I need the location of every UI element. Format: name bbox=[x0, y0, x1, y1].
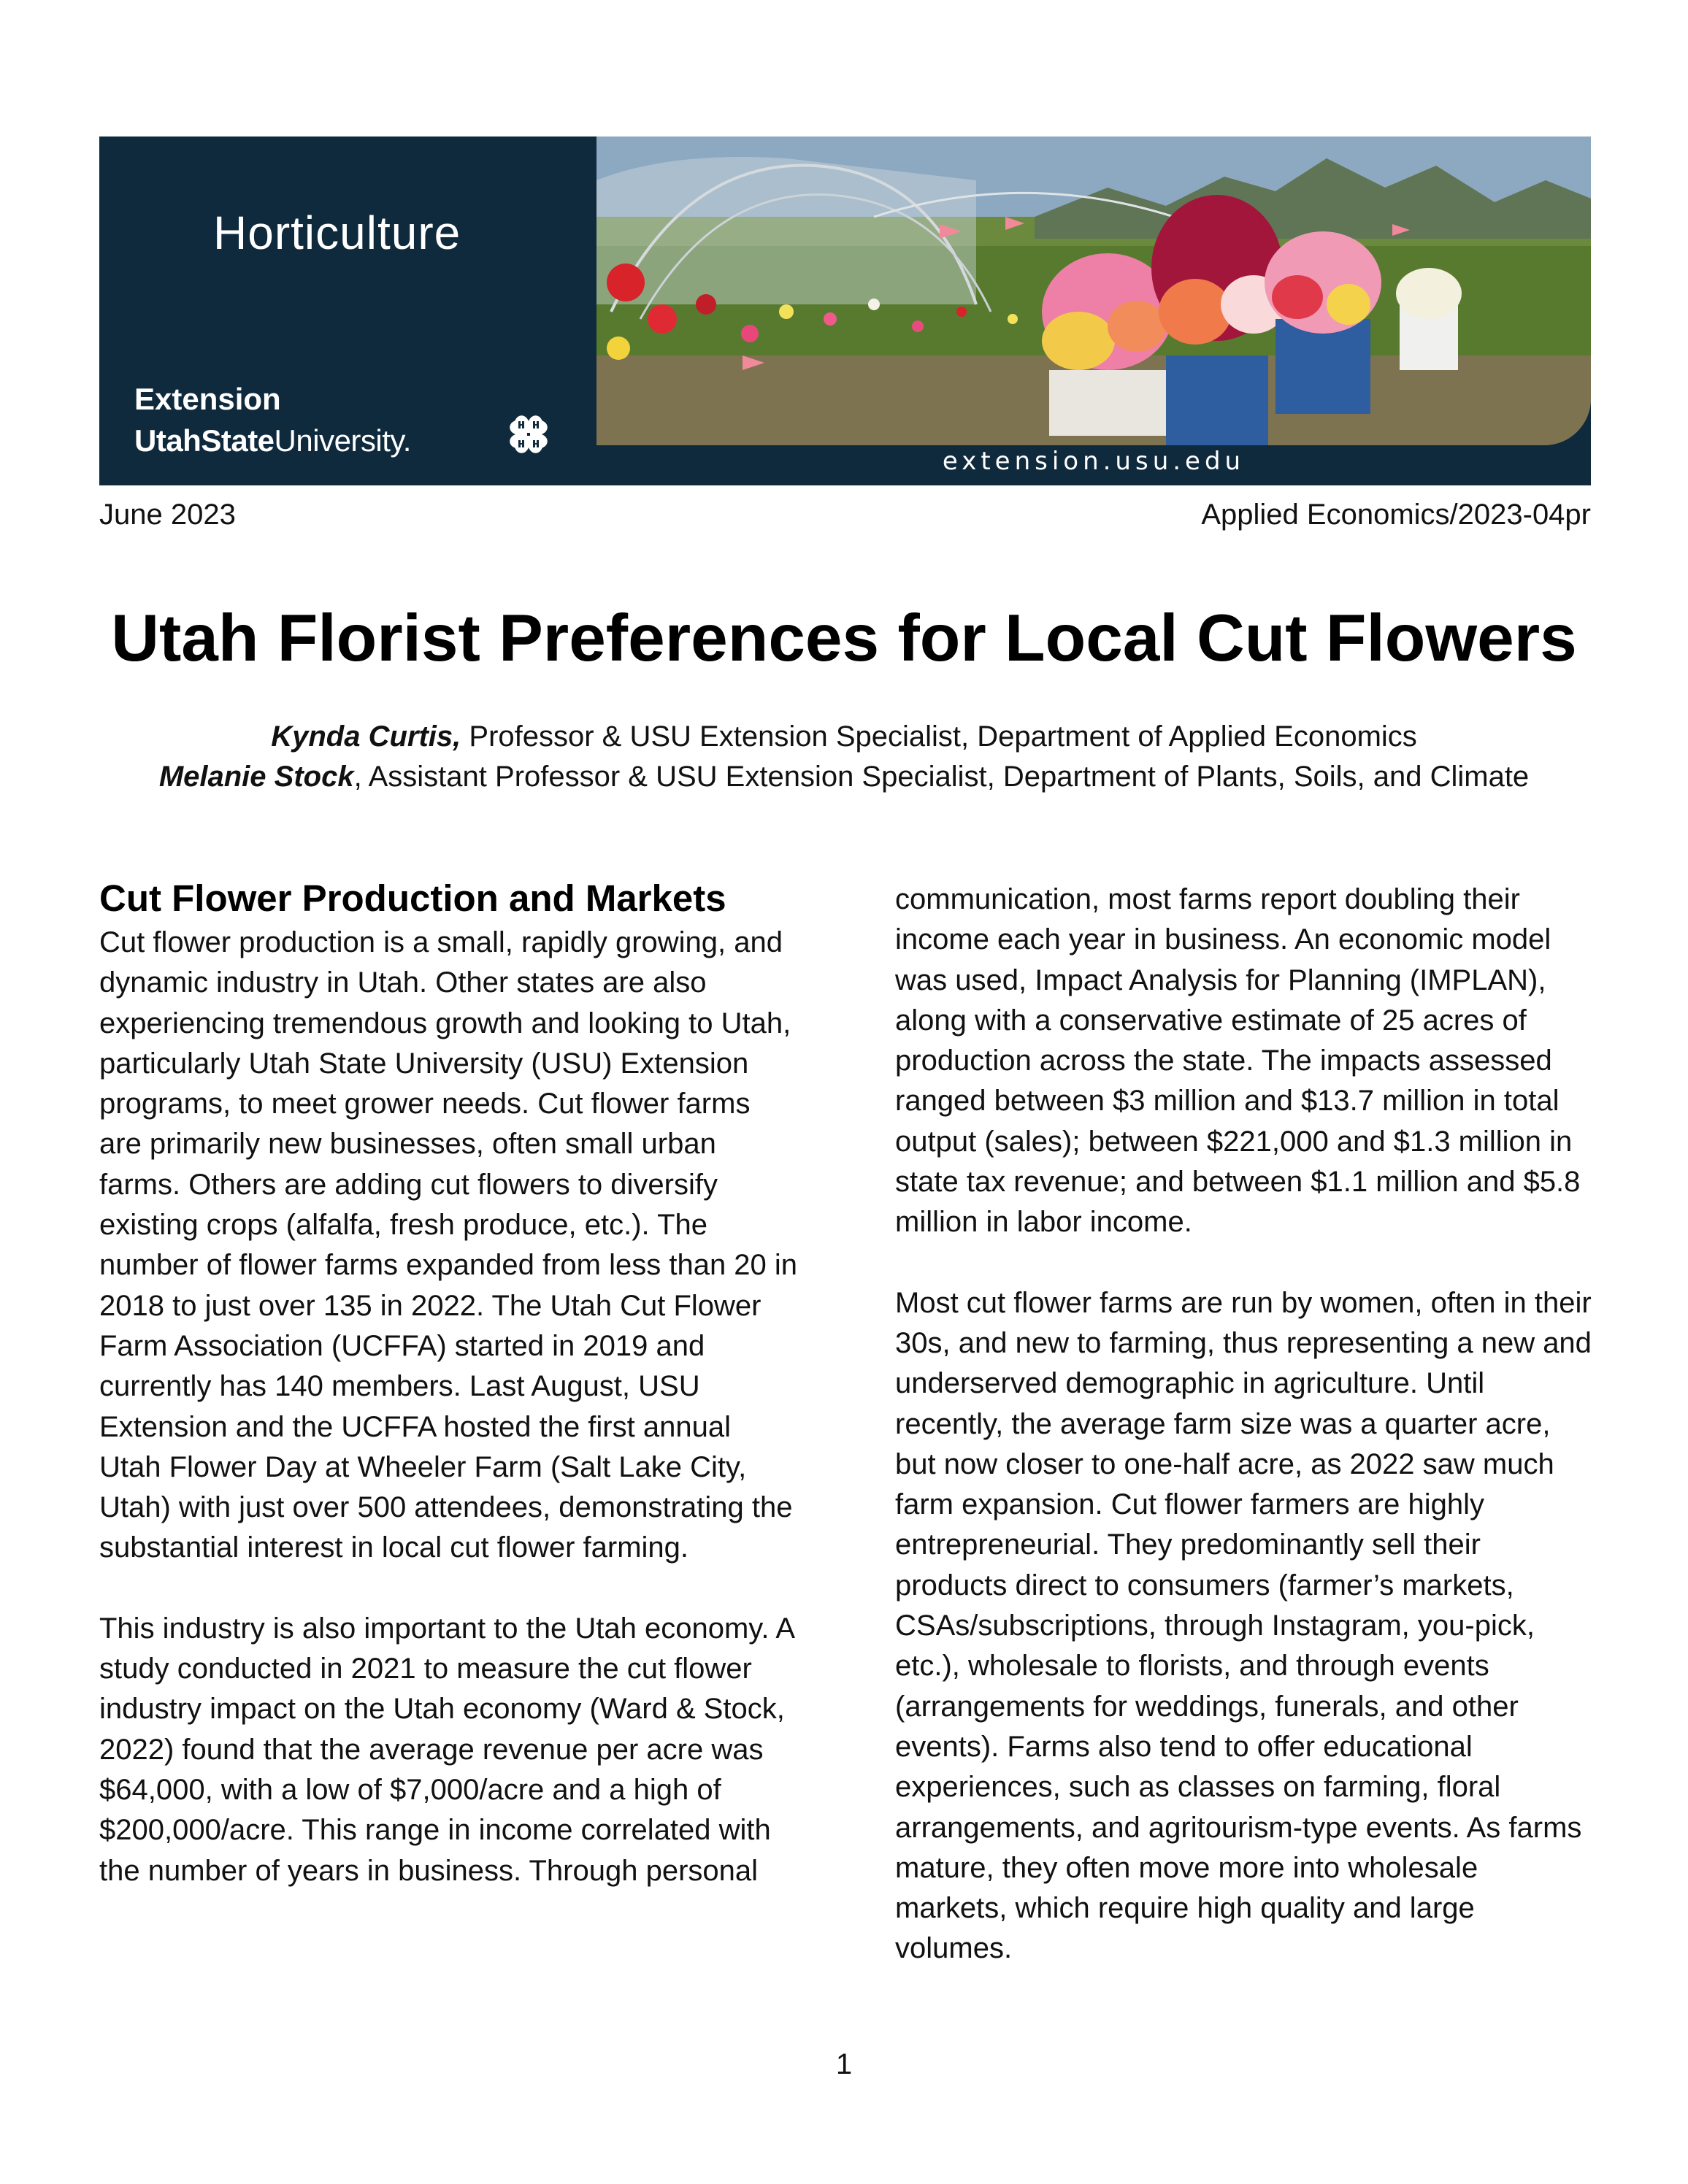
flower-field-photo bbox=[596, 136, 1591, 445]
author-line bbox=[0, 761, 1688, 793]
author-separator: , bbox=[453, 720, 461, 753]
author-name: Melanie Stock bbox=[158, 761, 354, 793]
author-separator: , bbox=[353, 761, 362, 793]
body-paragraph: Cut flower production is a small, rapidly growing, and dynamic industry in Utah. Other states are also experiencing tremendous growth and looking to Utah, particularly Utah State University (USU) Extension programs, to meet grower needs. Cut flower farms are primarily new businesses, often small urban farms. Others are adding cut flowers to diversify existing crops (alfalfa, fresh produce, etc.). The number of flower farms expanded from less than 20 in 2018 to just over 135 in 2022. The Utah Cut Flower Farm Association (UCFFA) started in 2019 and currently has 140 members. Last August, USU Extension and the UCFFA hosted the first annual Utah Flower Day at Wheeler Farm (Salt Lake City, Utah) with just over 500 attendees, demonstrating the substantial interest in local cut flower farming. bbox=[99, 926, 798, 1564]
author-line bbox=[0, 720, 1688, 753]
extension-label: Extension bbox=[134, 382, 281, 416]
author-affiliation: Assistant Professor & USU Extension Specialist, Department of Plants, Soils, and Climate bbox=[361, 761, 1530, 793]
author-name: Kynda Curtis bbox=[271, 720, 453, 753]
header-banner bbox=[99, 136, 1591, 485]
banner-brand-panel bbox=[99, 136, 596, 485]
body-paragraph: Most cut flower farms are run by women, often in their 30s, and new to farming, thus representing a new and underserved demographic in agriculture. Until recently, the average farm size was a quarter acre, but now closer to one-half acre, as 2022 saw much farm expansion. Cut flower farmers are highly entrepreneurial. They predominantly sell their products direct to consumers (farmer’s markets, CSAs/subscriptions, through Instagram, you-pick, etc.), wholesale to florists, and through events (arrangements for weddings, funerals, and other events). Farms also tend to offer educational experiences, such as classes on farming, floral arrangements, and agritourism-type events. As farms mature, they often move more into wholesale markets, which require high quality and large volumes. bbox=[895, 1286, 1592, 1965]
right-column bbox=[895, 880, 1596, 1969]
university-wordmark bbox=[134, 423, 411, 458]
page-number: 1 bbox=[835, 2048, 853, 2080]
flower-field-illustration bbox=[596, 136, 1591, 445]
publication-series: Applied Economics/2023-04pr bbox=[1201, 499, 1591, 531]
document-title: Utah Florist Preferences for Local Cut Flowers bbox=[111, 601, 1577, 675]
four-h-clover-icon bbox=[499, 405, 558, 464]
publication-date: June 2023 bbox=[99, 499, 236, 531]
site-url[interactable]: extension.usu.edu bbox=[942, 447, 1246, 476]
body-paragraph: communication, most farms report doubling their income each year in business. An economic model was used, Impact Analysis for Planning (IMPLAN), along with a conservative estimate of 25 acres of production across the state. The impacts assessed ranged between $3 million and $13.7 million in total output (sales); between $221,000 and $1.3 million in state tax revenue; and between $1.1 million and $5.8 million in labor income. bbox=[895, 883, 1581, 1239]
body-paragraph: This industry is also important to the Utah economy. A study conducted in 2021 to measure the cut flower industry impact on the Utah economy (Ward & Stock, 2022) found that the average revenue per acre was $64,000, with a low of $7,000/acre and a high of $200,000/acre. This range in income correlated with the number of years in business. Through personal bbox=[99, 1612, 794, 1887]
left-column bbox=[99, 876, 800, 1891]
university-wordmark-regular: University. bbox=[274, 423, 411, 458]
university-wordmark-bold: UtahState bbox=[134, 423, 275, 458]
section-heading: Cut Flower Production and Markets bbox=[99, 877, 726, 919]
author-affiliation: Professor & USU Extension Specialist, Department of Applied Economics bbox=[461, 720, 1417, 753]
banner-section-title: Horticulture bbox=[213, 207, 461, 259]
